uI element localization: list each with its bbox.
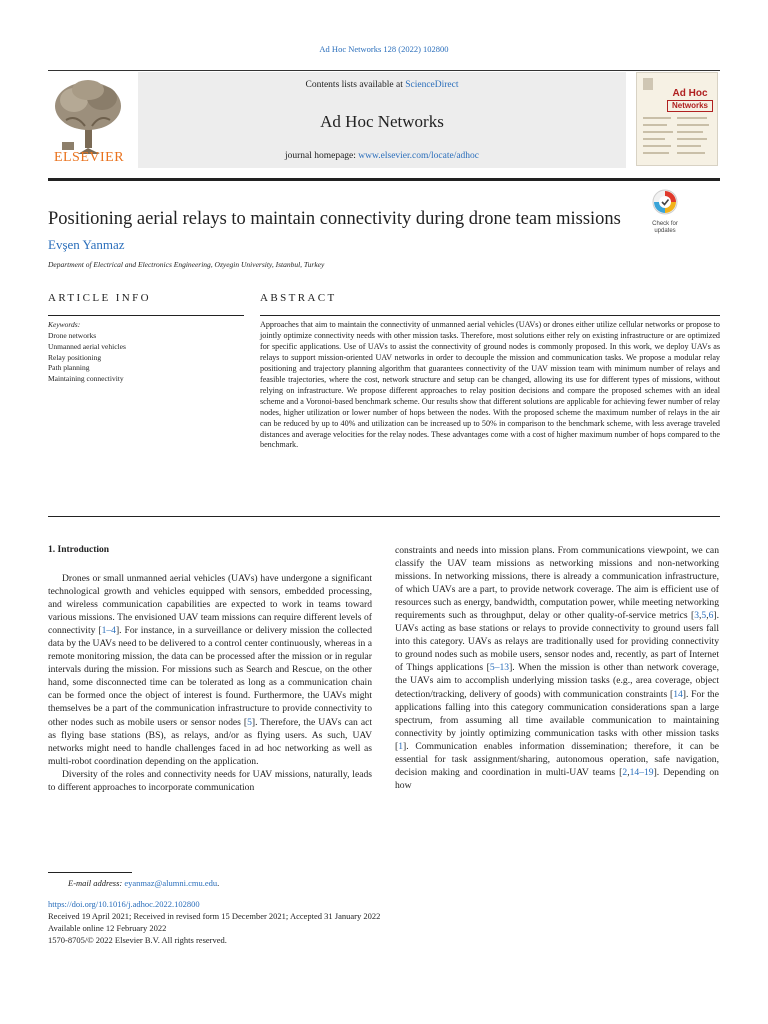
- citation-link[interactable]: 6: [708, 610, 714, 622]
- copyright-notice: 1570-8705/© 2022 Elsevier B.V. All rights reserved.: [48, 935, 227, 945]
- cover-logo-icon: [643, 78, 653, 90]
- homepage-label: journal homepage:: [284, 151, 359, 161]
- header-bottom-rule: [48, 178, 720, 181]
- check-updates-line2: updates: [654, 227, 676, 234]
- contents-prefix: Contents lists available at: [305, 80, 406, 90]
- cover-title-line2: Networks: [667, 100, 713, 112]
- abstract-bottom-rule: [48, 516, 720, 517]
- author-email-line: [68, 878, 219, 888]
- journal-cover[interactable]: [636, 72, 718, 166]
- email-suffix: .: [217, 878, 220, 888]
- email-link[interactable]: eyanmaz@alumni.cmu.edu: [124, 878, 218, 888]
- text-run: ]. Depending on how: [395, 766, 719, 791]
- citation-link[interactable]: 14: [673, 688, 683, 700]
- citation-link[interactable]: 2: [622, 766, 628, 778]
- citation-link[interactable]: 5–13: [489, 662, 510, 674]
- article-info-rule: [48, 315, 244, 316]
- citation-separator: ,: [699, 610, 702, 622]
- citation-link[interactable]: 5: [701, 610, 707, 622]
- body-column-right: [395, 544, 719, 792]
- keywords-list: [48, 331, 126, 385]
- contents-line: [138, 80, 626, 90]
- available-online: Available online 12 February 2022: [48, 923, 167, 933]
- cover-title-line1: Ad Hoc: [672, 88, 708, 99]
- citation-link[interactable]: 5: [247, 716, 252, 728]
- paragraph: Diversity of the roles and connectivity needs for UAV missions, naturally, leads to different approaches to incorporate communication: [48, 768, 372, 793]
- keyword-item: Unmanned aerial vehicles: [48, 341, 126, 351]
- citation-link[interactable]: 1: [398, 740, 403, 752]
- author-affiliation: Department of Electrical and Electronics Engineering, Ozyegin University, Istanbul, Turkey: [48, 260, 325, 269]
- paragraph-continued: [395, 544, 719, 792]
- journal-name: Ad Hoc Networks: [320, 112, 444, 131]
- article-info-heading: ARTICLE INFO: [48, 292, 151, 304]
- text-run: constraints and needs into mission plans. From communications viewpoint, we can classify the UAV team missions as networking missions and non-networking missions. In networking missions, there is already a communication infrastructure, of which UAVs are a part, to provide network coverage. The aim is efficient use of resources such as energy, bandwidth, computation power, while meeting networking requirements such as throughput, delay or other quality-of-service metrics [: [395, 545, 719, 622]
- check-for-updates-label: [646, 221, 684, 234]
- paragraph: [48, 572, 372, 768]
- section-heading-introduction: 1. Introduction: [48, 545, 110, 555]
- doi-link[interactable]: https://doi.org/10.1016/j.adhoc.2022.102800: [48, 899, 200, 909]
- header-top-rule: [48, 70, 720, 71]
- crossmark-icon: [646, 188, 684, 216]
- keyword-item: Maintaining connectivity: [48, 374, 124, 384]
- text-run: Drones or small unmanned aerial vehicles (UAVs) have undergone a significant technological growth and vehicles equipped with sensors, embedded processing, and wireless communication capabilities are expected to work in teams toward various missions. The envisioned UAV team missions can require different levels of connectivity [: [48, 573, 372, 637]
- elsevier-logo[interactable]: [48, 76, 130, 168]
- keywords-label: Keywords:: [48, 320, 81, 329]
- citation-separator: ,: [706, 610, 709, 622]
- text-run: ]. UAVs acting as base stations or relays to provide connectivity to ground users fall into this category. UAVs as relays are traditionally used for providing connectivity to ground nodes such as mobile users, sensor nodes and, recently, as part of Internet of Things applications [: [395, 610, 719, 674]
- check-for-updates-badge[interactable]: [646, 188, 684, 232]
- text-run: ]. For instance, in a surveillance or delivery mission the collected data by the UAVs need to be delivered to a control center continuously, whereas in a remote monitoring mission, the data can be processed after the mission or in regular intervals during the mission. For missions such as Search and Rescue, on the other hand, some disconnected time can be tolerated as long as a communication chain can be formed once the object of interest is found. Furthermore, the UAVs might themselves be a part of the communication infrastructure to provide connectivity to other nodes such as mobile users or sensor nodes [: [48, 625, 372, 728]
- abstract-rule: [260, 315, 720, 316]
- citation-link[interactable]: 14–19: [629, 766, 654, 778]
- keyword-item: Relay positioning: [48, 352, 102, 362]
- received-dates: Received 19 April 2021; Received in revised form 15 December 2021; Accepted 31 January 2022: [48, 911, 381, 921]
- email-label: E-mail address:: [68, 878, 123, 888]
- citation-separator: ,: [627, 766, 630, 778]
- citation-link[interactable]: 3: [694, 610, 699, 622]
- cover-title: [667, 89, 713, 112]
- check-updates-line1: Check for: [652, 221, 678, 227]
- elsevier-wordmark: ELSEVIER: [53, 150, 125, 165]
- text-run: ]. Therefore, the UAVs can act as flying base stations (BS), as relays, and/or as flying users. As such, UAV networks might need to handle challenges faced in ad hoc networking as well as multi-robot coordination depending on the application.: [48, 716, 373, 767]
- body-column-left: [48, 572, 372, 794]
- text-run: ]. For the applications falling into this category communication considerations span a large spectrum, from assuming all time available communication to maintaining connectivity by jointly optimizing communication tasks with other mission tasks [: [395, 688, 719, 752]
- footnote-rule: [48, 872, 132, 873]
- abstract-text: Approaches that aim to maintain the connectivity of unmanned aerial vehicles (UAVs) or drones either utilize cellular networks or propose to jointly optimize connectivity needs with other mission tasks. Therefore, most solutions either rely on existing infrastructure or are optimized for specific applications. Use of UAVs to assist the connectivity of ground nodes is commonly proposed. In this work, we deploy UAVs as relays to support mission-oriented UAV networks in order to decouple the mission and communication tasks. We propose a modular relay positioning and trajectory planning algorithm that guarantees connectivity of the UAV mission team with minimum number of relays and feasible trajectories, where the cost, network structure and setup can be changed, allowing its use for different types of missions, without relying on infrastructure. We propose different approaches to relay position decisions and compare the proposed schemes with an ideal scheme and a Voronoi-based benchmark scheme. Our results show that different solutions are applicable for achieving fewer number of relay nodes, higher utilization or lower number of hops between the nodes. With the proposed scheme the maximum number of relays in the air can be reduced by up to 40% and utilization can be increased up to 50% in comparison to the benchmark scheme, with less average traveled distances and average velocities for the relay nodes. These advantages come with a cost of higher maximum number of hops compared to the benchmark.: [260, 320, 720, 450]
- citation-link[interactable]: 1–4: [101, 625, 116, 637]
- text-run: ]. When the mission is other than network coverage, the UAVs aim to accomplish underlying mission tasks (e.g., area coverage, object detection/tracking, delivery of goods) with communication constraints [: [395, 662, 720, 700]
- article-title: Positioning aerial relays to maintain connectivity during drone team missions: [48, 209, 621, 229]
- keyword-item: Path planning: [48, 363, 90, 373]
- homepage-link[interactable]: www.elsevier.com/locate/adhoc: [358, 151, 480, 161]
- text-run: ]. Communication enables information dissemination; therefore, it can be essential for task assignment/sharing, autonomous operation, safe navigation, decision making and coordination in multi-UAV teams [: [395, 740, 719, 778]
- cover-contents: [643, 115, 713, 161]
- keyword-item: Drone networks: [48, 331, 97, 340]
- author-name[interactable]: Evşen Yanmaz: [48, 237, 125, 252]
- journal-citation[interactable]: Ad Hoc Networks 128 (2022) 102800: [319, 44, 449, 54]
- sciencedirect-link[interactable]: ScienceDirect: [405, 80, 459, 90]
- abstract-heading: ABSTRACT: [260, 292, 337, 304]
- journal-homepage: [138, 151, 626, 161]
- cover-text-lines-icon: [643, 115, 713, 161]
